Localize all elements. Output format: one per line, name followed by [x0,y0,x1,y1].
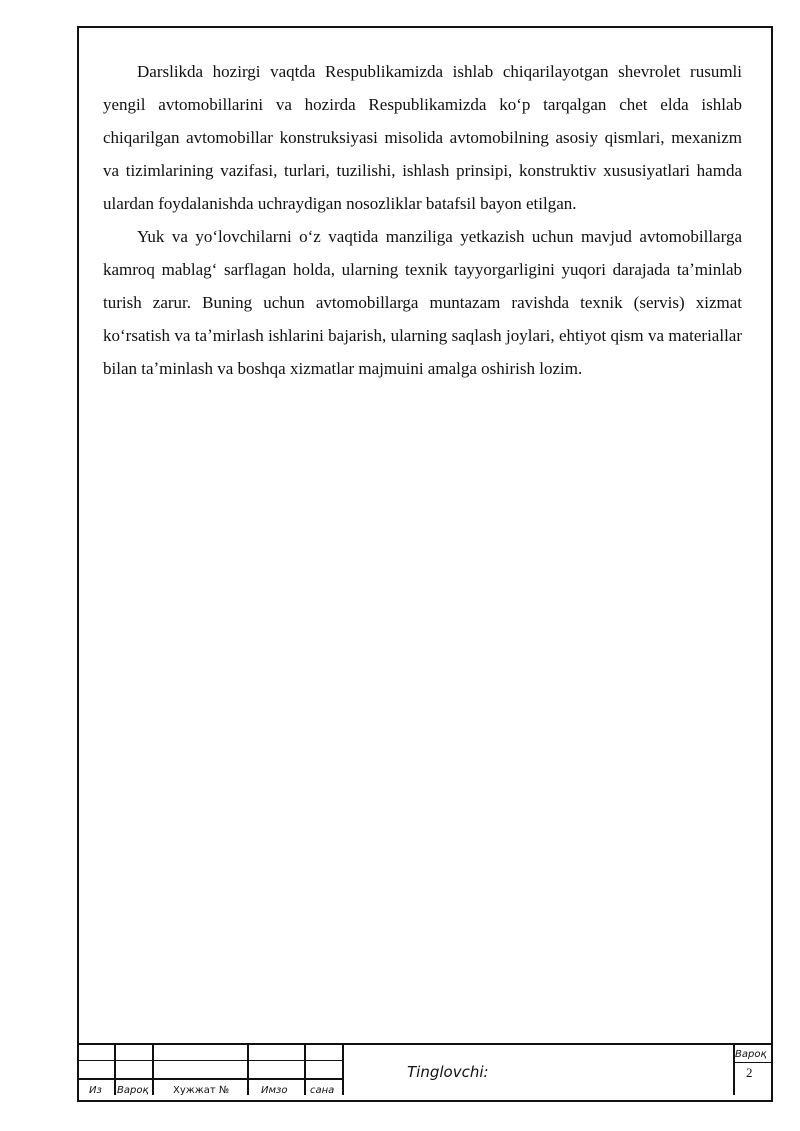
stamp-col-line-5 [342,1045,344,1095]
stamp-col-line-1 [114,1045,116,1095]
document-body [103,55,742,385]
label-varoq: Вароқ [117,1085,149,1096]
label-hujjat: Хужжат № [173,1085,230,1096]
label-imzo: Имзо [261,1085,288,1096]
title-block [77,1043,773,1102]
stamp-title: Tinglovchi: [407,1063,489,1081]
page-number: 2 [746,1065,753,1080]
stamp-col-line-4 [304,1045,306,1095]
label-iz: Из [89,1085,102,1096]
paragraph-1: Darslikda hozirgi vaqtda Respublikamizda ishlab chiqarilayotgan shevrolet rusumli yengil avtomobillarini va hozirda Respublikamizda koʻp tarqalgan chet elda ishlab chiqarilgan avtomobillar konstruksiyasi misolida avtomobilning asosiy qismlari, mexanizm va tizimlarining vazifasi, turlari, tuzilishi, ishlash prinsipi, konstruktiv xususiyatlari hamda ulardan foydalanishda uchraydigan nosozliklar batafsil bayon etilgan. [103,62,742,213]
stamp-sheet-row-line [733,1062,773,1063]
sheet-label: Вароқ [735,1049,767,1060]
label-sana: сана [310,1085,335,1096]
stamp-col-line-3 [247,1045,249,1095]
stamp-col-line-2 [152,1045,154,1095]
paragraph-2: Yuk va yoʻlovchilarni oʻz vaqtida manziliga yetkazish uchun mavjud avtomobillarga kamroq mablagʻ sarflagan holda, ularning texnik tayyorgarligini yuqori darajada taʼminlab turish zarur. Buning uchun avtomobillarga muntazam ravishda texnik (servis) xizmat koʻrsatish va taʼmirlash ishlarini bajarish, ularning saqlash joylari, ehtiyot qism va materiallar bilan taʼminlash va boshqa xizmatlar majmuini amalga oshirish lozim. [103,227,742,378]
